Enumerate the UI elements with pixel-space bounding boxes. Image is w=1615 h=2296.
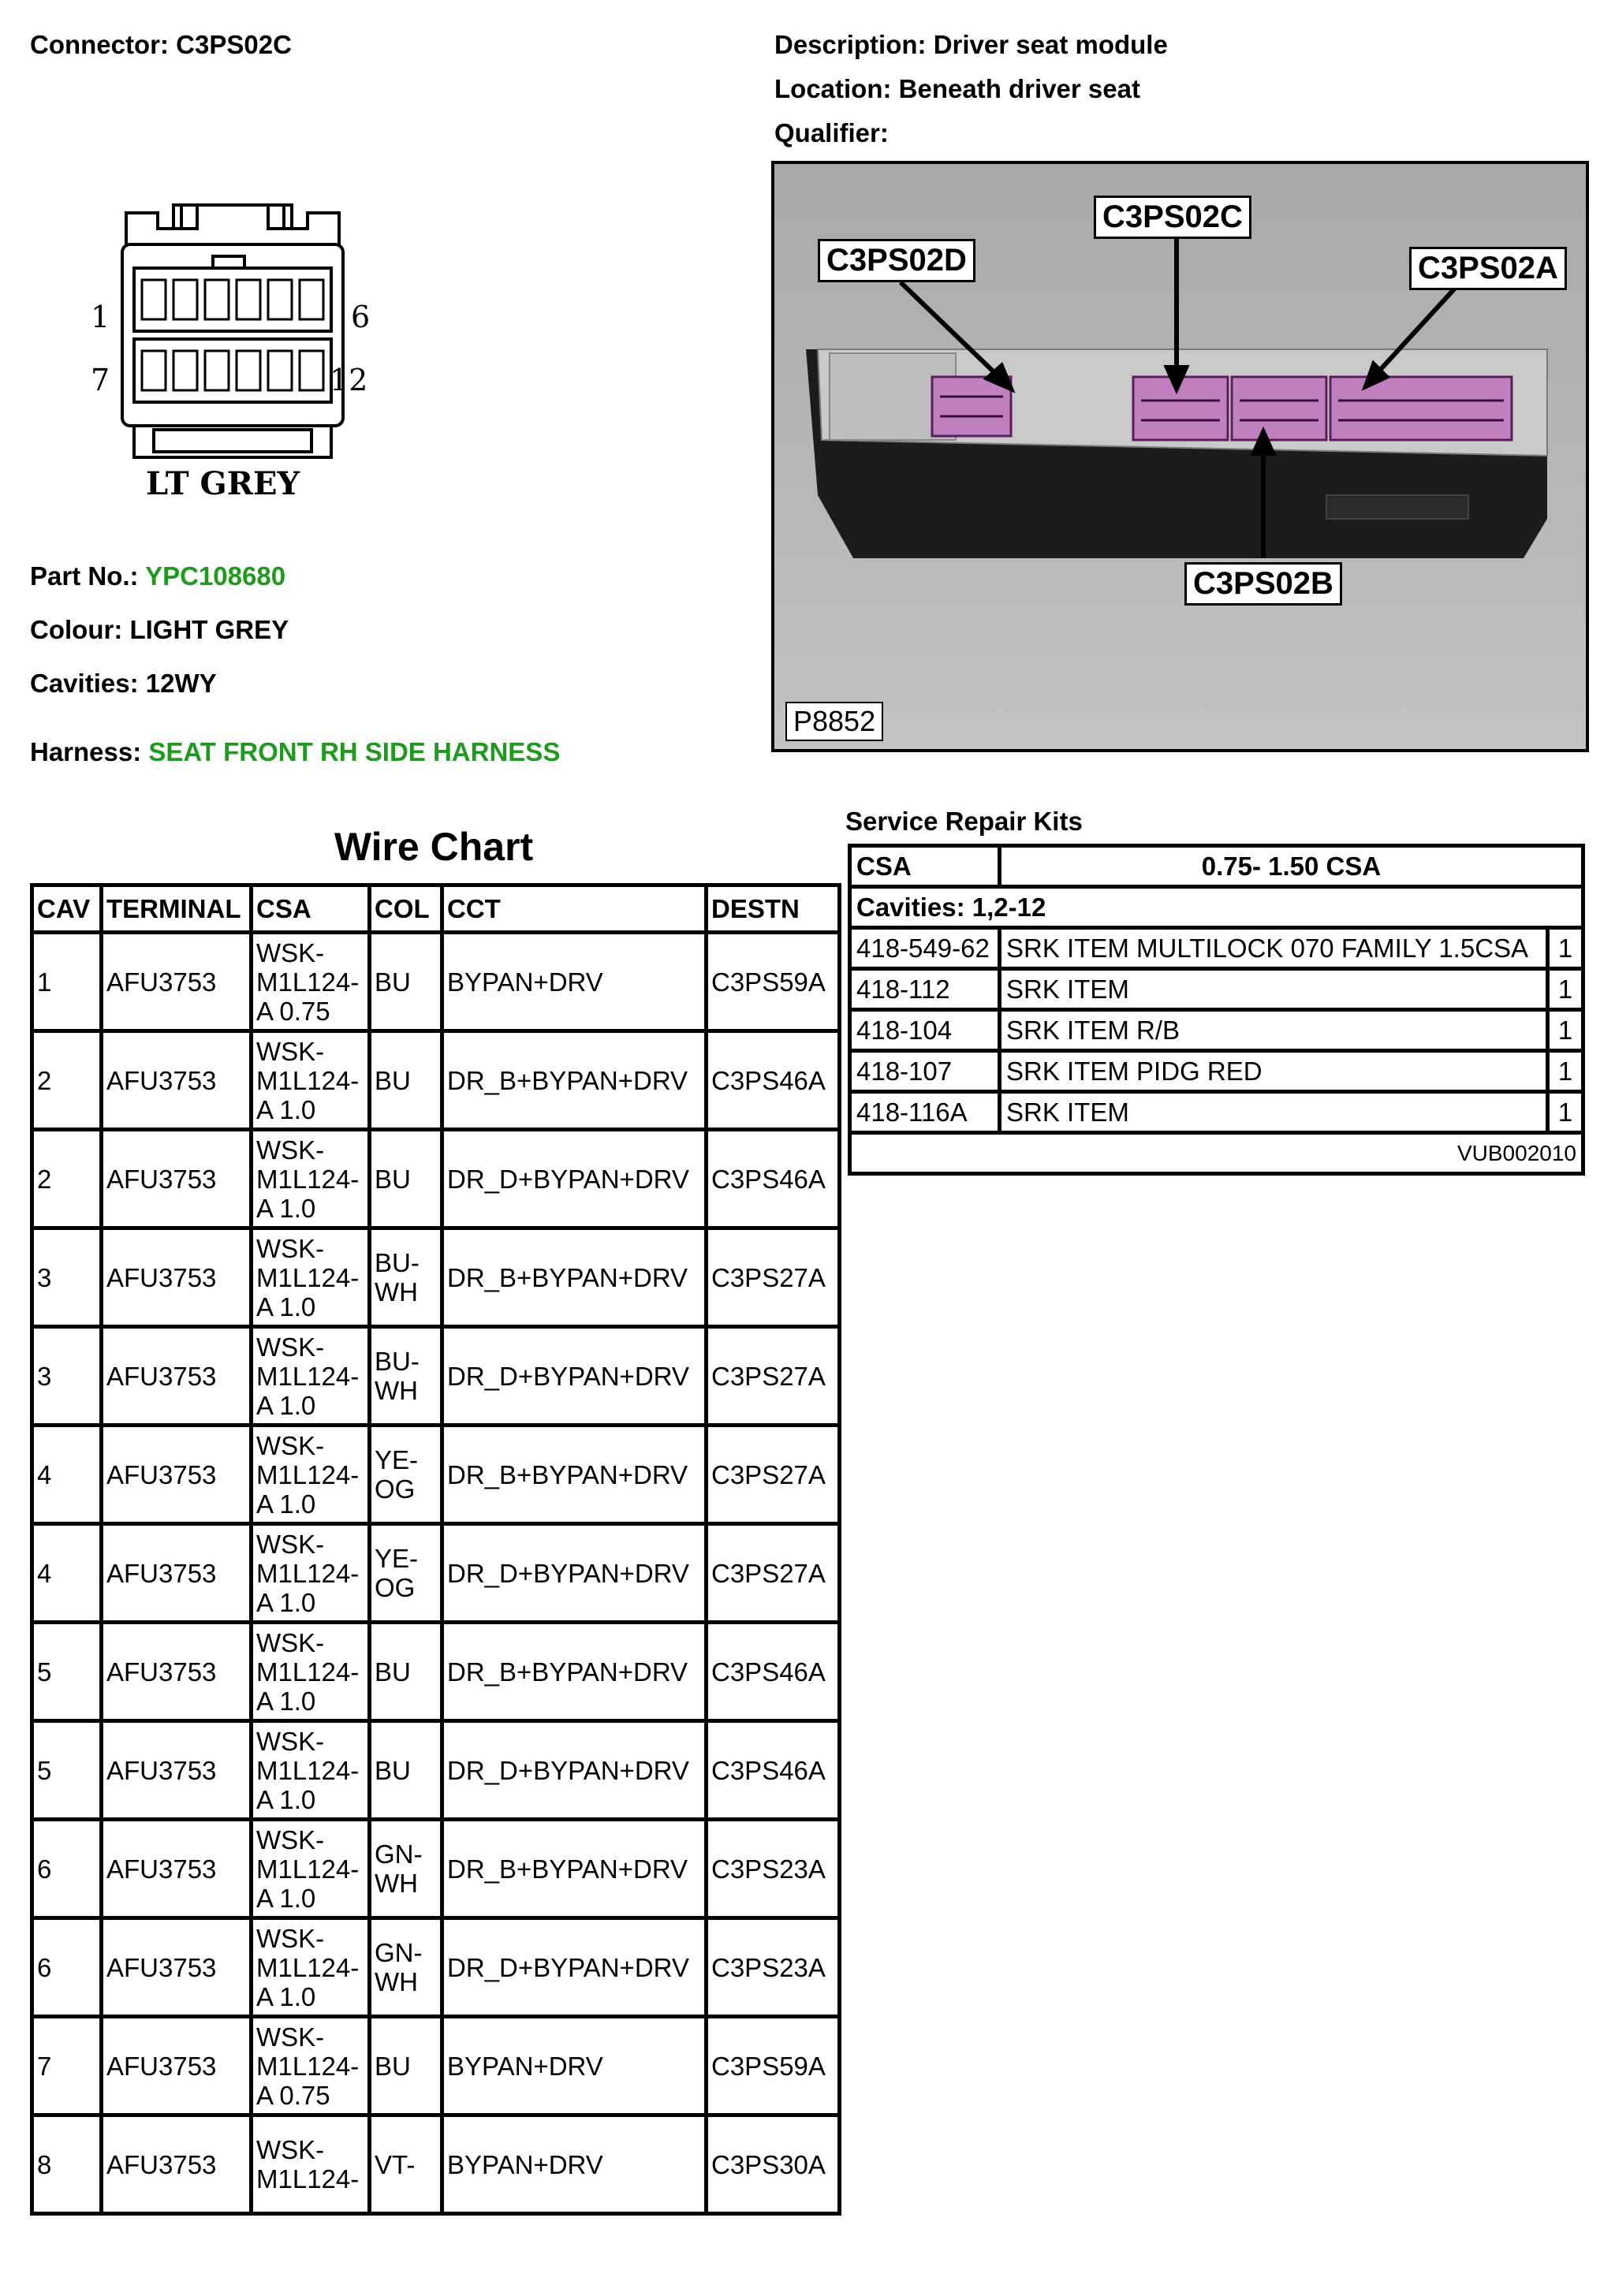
cell-terminal: AFU3753 [102, 1820, 252, 1918]
pin-12-label: 12 [330, 363, 368, 397]
part-no-line [30, 561, 285, 591]
srk-cavities-row [850, 887, 1583, 928]
cell-col: BU [370, 1623, 442, 1721]
cell-cav: 2 [32, 1130, 102, 1228]
pin-6-label: 6 [351, 300, 371, 334]
cell-csa: WSK- M1L124- A 1.0 [252, 1820, 370, 1918]
cell-cct: DR_D+BYPAN+DRV [442, 1327, 707, 1426]
srk-item-qty: 1 [1548, 1051, 1583, 1092]
module-photo [771, 161, 1589, 752]
table-row [32, 1721, 840, 1820]
cell-destn: C3PS27A [707, 1327, 840, 1426]
location-value: Beneath driver seat [898, 74, 1140, 103]
cell-terminal: AFU3753 [102, 1623, 252, 1721]
cell-cav: 5 [32, 1623, 102, 1721]
cell-destn: C3PS46A [707, 1721, 840, 1820]
colour-caption: LT GREY [146, 465, 300, 502]
wire-chart-body [32, 933, 840, 2214]
srk-footer-code: VUB002010 [850, 1133, 1583, 1174]
cell-csa: WSK- M1L124- A 1.0 [252, 1228, 370, 1327]
header-cav: CAV [32, 885, 102, 933]
cell-csa: WSK- M1L124- A 1.0 [252, 1327, 370, 1426]
cell-cav: 6 [32, 1918, 102, 2017]
cell-cct: DR_B+BYPAN+DRV [442, 1623, 707, 1721]
location-line [774, 74, 1140, 104]
colour-value: LIGHT GREY [129, 615, 289, 644]
cell-cct: DR_D+BYPAN+DRV [442, 1524, 707, 1623]
cell-terminal: AFU3753 [102, 1524, 252, 1623]
cell-terminal: AFU3753 [102, 1228, 252, 1327]
cell-cct: BYPAN+DRV [442, 2115, 707, 2214]
srk-item-part: 418-116A [850, 1092, 1000, 1133]
cell-col: BU [370, 2017, 442, 2115]
colour-line [30, 615, 289, 645]
header-cct: CCT [442, 885, 707, 933]
cell-cav: 4 [32, 1524, 102, 1623]
srk-item-row [850, 1010, 1583, 1051]
cell-terminal: AFU3753 [102, 1031, 252, 1130]
cell-cav: 5 [32, 1721, 102, 1820]
cell-csa: WSK- M1L124- A 1.0 [252, 1426, 370, 1524]
table-row [32, 2017, 840, 2115]
cell-cct: DR_B+BYPAN+DRV [442, 1228, 707, 1327]
connector-value: C3PS02C [176, 30, 292, 59]
pin-1-label: 1 [91, 300, 110, 334]
table-row [32, 1327, 840, 1426]
cell-cct: DR_D+BYPAN+DRV [442, 1130, 707, 1228]
srk-item-part: 418-112 [850, 969, 1000, 1010]
cell-destn: C3PS59A [707, 933, 840, 1031]
srk-table [848, 844, 1585, 1176]
cell-csa: WSK- M1L124- A 0.75 [252, 933, 370, 1031]
srk-item-part: 418-107 [850, 1051, 1000, 1092]
header-destn: DESTN [707, 885, 840, 933]
srk-csa-row [850, 846, 1583, 887]
description-line [774, 30, 1168, 60]
srk-item-qty: 1 [1548, 1092, 1583, 1133]
cell-cav: 8 [32, 2115, 102, 2214]
cell-cct: DR_D+BYPAN+DRV [442, 1918, 707, 2017]
srk-item-row [850, 1092, 1583, 1133]
srk-item-desc: SRK ITEM MULTILOCK 070 FAMILY 1.5CSA [1000, 928, 1548, 969]
cell-col: BU [370, 1031, 442, 1130]
colour-label: Colour: [30, 615, 123, 644]
cell-col: GN- WH [370, 1820, 442, 1918]
connector-label: Connector: [30, 30, 169, 59]
part-no-label: Part No.: [30, 561, 139, 591]
cell-terminal: AFU3753 [102, 2115, 252, 2214]
cell-cct: DR_B+BYPAN+DRV [442, 1820, 707, 1918]
cell-destn: C3PS46A [707, 1130, 840, 1228]
header-csa: CSA [252, 885, 370, 933]
harness-label: Harness: [30, 737, 142, 766]
srk-item-part: 418-549-62 [850, 928, 1000, 969]
srk-item-qty: 1 [1548, 969, 1583, 1010]
srk-item-part: 418-104 [850, 1010, 1000, 1051]
cell-terminal: AFU3753 [102, 1721, 252, 1820]
srk-body [850, 846, 1583, 1174]
cell-col: VT- [370, 2115, 442, 2214]
wire-chart-table [30, 883, 841, 2216]
cell-destn: C3PS23A [707, 1918, 840, 2017]
srk-csa-label: CSA [850, 846, 1000, 887]
cell-terminal: AFU3753 [102, 933, 252, 1031]
cell-col: BU- WH [370, 1327, 442, 1426]
cell-destn: C3PS23A [707, 1820, 840, 1918]
table-row [32, 1820, 840, 1918]
cell-terminal: AFU3753 [102, 1426, 252, 1524]
table-row [32, 1426, 840, 1524]
cell-col: YE- OG [370, 1426, 442, 1524]
table-row [32, 1623, 840, 1721]
cell-csa: WSK- M1L124- A 1.0 [252, 1031, 370, 1130]
cell-cav: 6 [32, 1820, 102, 1918]
cell-csa: WSK- M1L124- [252, 2115, 370, 2214]
cell-destn: C3PS46A [707, 1623, 840, 1721]
cell-col: BU [370, 933, 442, 1031]
cell-terminal: AFU3753 [102, 1327, 252, 1426]
cell-destn: C3PS27A [707, 1228, 840, 1327]
cell-cct: DR_B+BYPAN+DRV [442, 1426, 707, 1524]
srk-item-desc: SRK ITEM [1000, 1092, 1548, 1133]
table-row [32, 1130, 840, 1228]
cell-destn: C3PS27A [707, 1426, 840, 1524]
pin-7-label: 7 [91, 363, 110, 397]
table-row [32, 933, 840, 1031]
harness-line [30, 737, 560, 767]
cavities-line [30, 669, 217, 699]
cell-cct: DR_D+BYPAN+DRV [442, 1721, 707, 1820]
cell-csa: WSK- M1L124- A 1.0 [252, 1623, 370, 1721]
connector-heading [30, 30, 292, 60]
cell-col: YE- OG [370, 1524, 442, 1623]
srk-cavities-text: Cavities: 1,2-12 [850, 887, 1583, 928]
cell-csa: WSK- M1L124- A 1.0 [252, 1721, 370, 1820]
callout-c3ps02d: C3PS02D [818, 239, 975, 282]
cell-cav: 7 [32, 2017, 102, 2115]
cavities-value: 12WY [145, 669, 217, 698]
cell-destn: C3PS46A [707, 1031, 840, 1130]
srk-footer-row [850, 1133, 1583, 1174]
harness-value: SEAT FRONT RH SIDE HARNESS [148, 737, 561, 766]
cell-csa: WSK- M1L124- A 0.75 [252, 2017, 370, 2115]
srk-item-row [850, 928, 1583, 969]
srk-item-qty: 1 [1548, 1010, 1583, 1051]
header-col: COL [370, 885, 442, 933]
cell-csa: WSK- M1L124- A 1.0 [252, 1130, 370, 1228]
cell-terminal: AFU3753 [102, 1918, 252, 2017]
cell-cav: 3 [32, 1228, 102, 1327]
callout-c3ps02b: C3PS02B [1184, 562, 1342, 606]
cell-cav: 1 [32, 933, 102, 1031]
callout-c3ps02a: C3PS02A [1409, 247, 1567, 290]
cell-cct: BYPAN+DRV [442, 933, 707, 1031]
srk-csa-value: 0.75- 1.50 CSA [1000, 846, 1583, 887]
wire-chart-header-row [32, 885, 840, 933]
callout-c3ps02c: C3PS02C [1094, 196, 1251, 239]
srk-item-desc: SRK ITEM PIDG RED [1000, 1051, 1548, 1092]
cell-destn: C3PS59A [707, 2017, 840, 2115]
srk-item-row [850, 1051, 1583, 1092]
table-row [32, 1031, 840, 1130]
description-label: Description: [774, 30, 927, 59]
srk-item-row [850, 969, 1583, 1010]
wire-chart-title: Wire Chart [334, 825, 534, 869]
srk-item-qty: 1 [1548, 928, 1583, 969]
cell-destn: C3PS30A [707, 2115, 840, 2214]
srk-item-desc: SRK ITEM R/B [1000, 1010, 1548, 1051]
cell-terminal: AFU3753 [102, 2017, 252, 2115]
cell-cct: BYPAN+DRV [442, 2017, 707, 2115]
table-row [32, 1524, 840, 1623]
qualifier-label: Qualifier: [774, 118, 889, 147]
cavities-label: Cavities: [30, 669, 139, 698]
cell-col: BU [370, 1721, 442, 1820]
photo-code: P8852 [785, 702, 883, 741]
cell-cav: 3 [32, 1327, 102, 1426]
table-row [32, 2115, 840, 2214]
cell-cct: DR_B+BYPAN+DRV [442, 1031, 707, 1130]
cell-col: GN- WH [370, 1918, 442, 2017]
description-value: Driver seat module [933, 30, 1168, 59]
cell-csa: WSK- M1L124- A 1.0 [252, 1524, 370, 1623]
location-label: Location: [774, 74, 892, 103]
table-row [32, 1228, 840, 1327]
cell-col: BU- WH [370, 1228, 442, 1327]
part-no-value: YPC108680 [145, 561, 286, 591]
header-terminal: TERMINAL [102, 885, 252, 933]
table-row [32, 1918, 840, 2017]
cell-terminal: AFU3753 [102, 1130, 252, 1228]
cell-csa: WSK- M1L124- A 1.0 [252, 1918, 370, 2017]
cell-cav: 2 [32, 1031, 102, 1130]
qualifier-line [774, 118, 889, 148]
cell-cav: 4 [32, 1426, 102, 1524]
cell-destn: C3PS27A [707, 1524, 840, 1623]
srk-title: Service Repair Kits [845, 807, 1083, 836]
connector-face-drawing [79, 189, 379, 520]
srk-item-desc: SRK ITEM [1000, 969, 1548, 1010]
cell-col: BU [370, 1130, 442, 1228]
